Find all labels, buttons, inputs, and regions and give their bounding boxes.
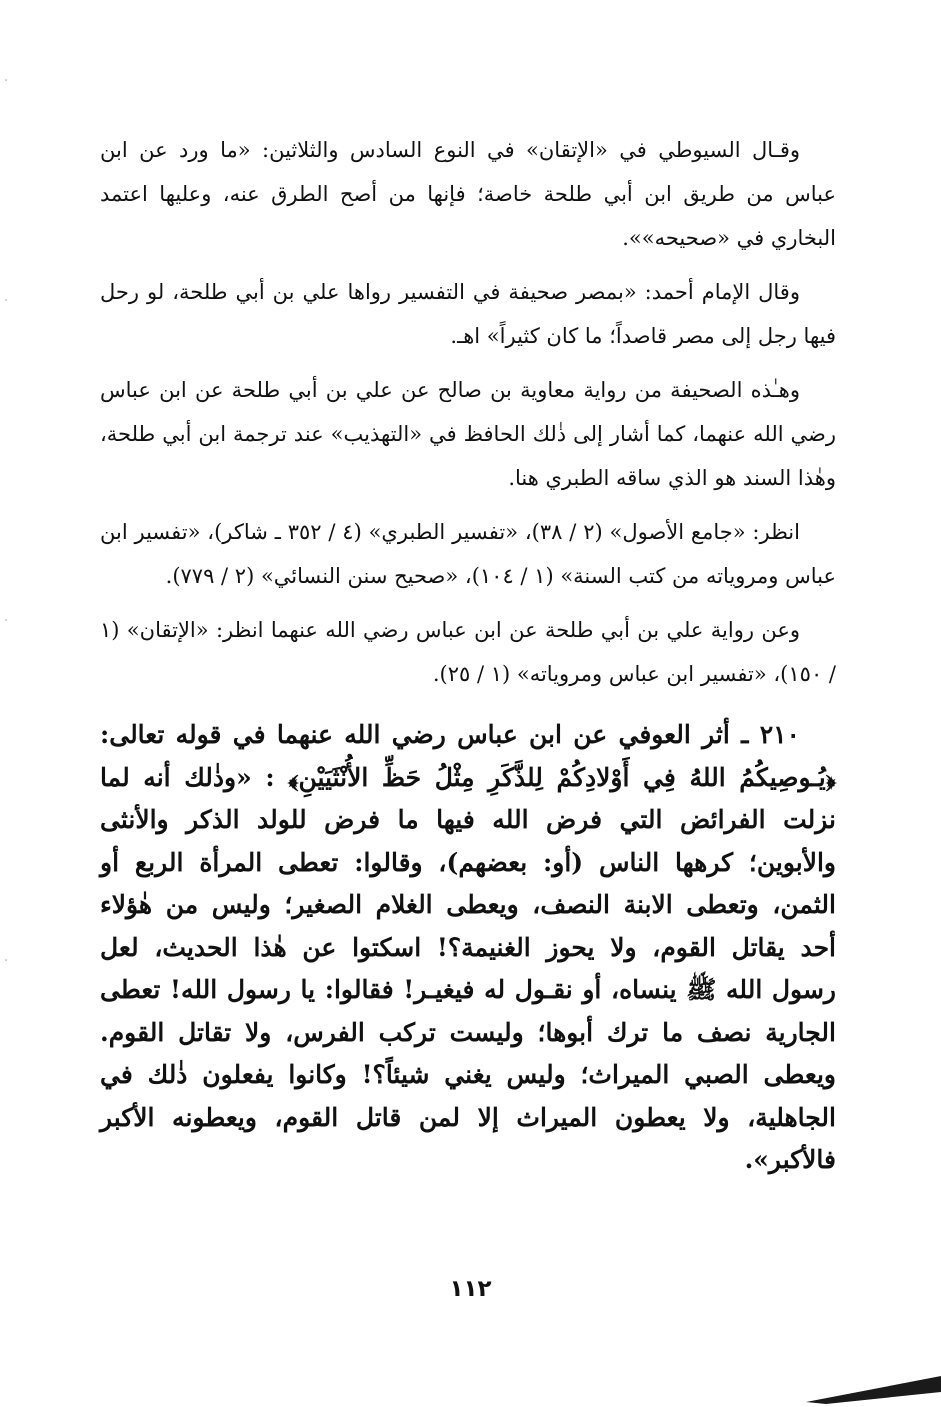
hadith-body: : «وذٰلك أنه لما نزلت الفرائض التي فرض الله فيها ما فرض للولد الذكر والأنثى والأبوين؛ كرهها الناس (أو: بعضهم)، وقالوا: تعطى المرأة الربع أو الثمن، وتعطى الابنة النصف، ويعطى الغلام الصغير؛ وليس من هٰؤلاء أحد يقاتل القوم، ولا يحوز الغنيمة؟! اسكتوا عن هٰذا الحديث، لعل رسول الله ﷺ ينساه، أو نقـول له فيغيـر! فقالوا: يا رسول الله! تعطى الجارية نصف ما ترك أبوها؛ وليست تركب الفرس، ولا تقاتل القوم. ويعطى الصبي الميراث؛ وليس يغني شيئاً؟! وكانوا يفعلون ذٰلك في الجاهلية، ولا يعطون الميراث إلا لمن قاتل القوم، ويعطونه الأكبر فالأكبر». — [100, 762, 836, 1174]
footnote-paragraph: انظر: «جامع الأصول» (٢ / ٣٨)، «تفسير الطبري» (٤ / ٣٥٢ ـ شاكر)، «تفسير ابن عباس ومروياته من كتب السنة» (١ / ١٠٤)، «صحيح سنن النسائي» (٢ / ٧٧٩). — [100, 520, 836, 588]
footnote-section — [100, 128, 836, 696]
hadith-number: ٢١٠ — [759, 720, 800, 749]
hadith-heading: ـ أثر العوفي عن ابن عباس رضي الله عنهما في قوله تعالى: — [100, 720, 749, 749]
footnote-paragraph: وعن رواية علي بن أبي طلحة عن ابن عباس رضي الله عنهما انظر: «الإتقان» (١ / ١٥٠)، «تفسير ابن عباس ومروياته» (١ / ٢٥). — [100, 618, 836, 686]
footnote-paragraph: وهـٰذه الصحيفة من رواية معاوية بن صالح عن علي بن أبي طلحة عن ابن عباس رضي الله عنهما، كما أشار إلى ذٰلك الحافظ في «التهذيب» عند ترجمة ابن أبي طلحة، وهٰذا السند هو الذي ساقه الطبري هنا. — [100, 378, 836, 490]
page-text-block — [100, 128, 836, 1182]
quran-verse: ﴿يُـوصِيكُمُ اللهُ فِي أَوْلادِكُمْ لِلذَّكَرِ مِثْلُ حَظِّ الأُنْثَيَيْنِ﴾ — [288, 762, 836, 792]
margin-speckles — [3, 60, 9, 1260]
page-edge-shadow — [806, 1362, 941, 1407]
footnote-paragraph: وقال الإمام أحمد: «بمصر صحيفة في التفسير رواها علي بن أبي طلحة، لو رحل فيها رجل إلى مصر قاصداً؛ ما كان كثيراً» اهـ. — [100, 280, 836, 348]
page-number: ١١٢ — [449, 1276, 492, 1302]
footnote-paragraph: وقـال السيوطي في «الإتقان» في النوع السادس والثلاثين: «ما ورد عن ابن عباس من طريق ابن أبي طلحة خاصة؛ فإنها من أصح الطرق عنه، وعليها اعتمد البخاري في «صحيحه»». — [100, 138, 836, 250]
hadith-entry — [100, 714, 836, 1182]
